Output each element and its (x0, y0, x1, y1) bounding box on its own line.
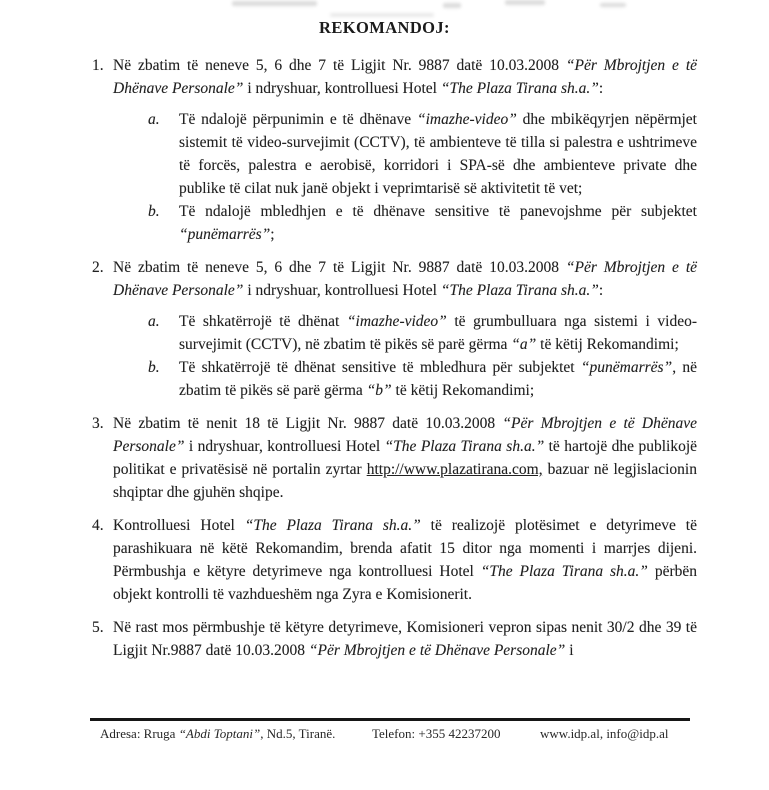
bleed-through-artifact (600, 3, 626, 7)
item-number: 3. (92, 415, 104, 432)
item-number: 2. (92, 259, 104, 276)
item-number: 5. (92, 619, 104, 636)
subitem-list (113, 108, 697, 246)
item-intro: Në zbatim të neneve 5, 6 dhe 7 të Ligjit Nr. 9887 datë 10.03.2008 “Për Mbrojtjen e të Dhënave Personale” i ndryshuar, kontrolluesi Hotel “The Plaza Tirana sh.a.”: (113, 57, 698, 97)
recommendation-item-1 (92, 54, 697, 246)
sub-item-a (148, 310, 697, 356)
sub-item-text: Të ndalojë përpunimin e të dhënave “imazhe-video” dhe mbikëqyrjen nëpërmjet sistemit të video-survejimit (CCTV), të ambienteve të tilla si palestra e ushtrimeve të forcës, palestra e aerobisë, korridori i SPA-së dhe ambienteve private dhe publike të cilat nuk janë objekt i veprimtarisë së aktivitetit të vet; (179, 111, 697, 197)
item-intro: Në zbatim të neneve 5, 6 dhe 7 të Ligjit Nr. 9887 datë 10.03.2008 “Për Mbrojtjen e të Dhënave Personale” i ndryshuar, kontrolluesi Hotel “The Plaza Tirana sh.a.”: (113, 259, 698, 299)
recommendation-item-2 (92, 256, 697, 402)
bleed-through-artifact (443, 3, 461, 8)
recommendation-item-3 (92, 412, 697, 504)
sub-item-letter: b. (148, 359, 160, 376)
recommendation-item-4 (92, 514, 697, 606)
sub-item-text: Të ndalojë mbledhjen e të dhënave sensitive të panevojshme për subjektet “punëmarrës”; (179, 203, 697, 243)
sub-item-letter: a. (148, 111, 160, 128)
sub-item-text: Të shkatërrojë të dhënat sensitive të mbledhura për subjektet “punëmarrës”, në zbatim të pikës së parë gërma “b” të këtij Rekomandimi; (179, 359, 697, 399)
sub-item-a (148, 108, 697, 200)
sub-item-text: Të shkatërrojë të dhënat “imazhe-video” të grumbulluara nga sistemi i video-survejimit (CCTV), në zbatim të pikës së parë gërma “a” të këtij Rekomandimi; (179, 313, 697, 353)
page-footer (90, 718, 690, 741)
footer-address: Adresa: Rruga “Abdi Toptani”, Nd.5, Tiranë. (100, 726, 336, 741)
bleed-through-artifact (505, 0, 545, 5)
item-number: 4. (92, 517, 104, 534)
subitem-list (113, 310, 697, 402)
sub-item-letter: b. (148, 203, 160, 220)
recommendation-item-5 (92, 616, 697, 662)
item-intro: Në zbatim të nenit 18 të Ligjit Nr. 9887 datë 10.03.2008 “Për Mbrojtjen e të Dhënave Personale” i ndryshuar, kontrolluesi Hotel “The Plaza Tirana sh.a.” të hartojë dhe publikojë politikat e privatësisë në portalin zyrtar http://www.plazatirana.com, bazuar në legjislacionin shqiptar dhe gjuhën shqipe. (113, 415, 698, 501)
sub-item-letter: a. (148, 313, 160, 330)
sub-item-b (148, 356, 697, 402)
item-intro: Kontrolluesi Hotel “The Plaza Tirana sh.a.” të realizojë plotësimet e detyrimeve të parashikuara në këtë Rekomandim, brenda afatit 15 ditor nga momenti i marrjes dijeni. Përmbushja e këtyre detyrimeve nga kontrolluesi Hotel “The Plaza Tirana sh.a.” përbën objekt kontrolli të vazhdueshëm nga Zyra e Komisionerit. (113, 517, 698, 603)
item-number: 1. (92, 57, 104, 74)
sub-item-b (148, 200, 697, 246)
bleed-through-artifact (232, 1, 317, 6)
footer-website: www.idp.al, info@idp.al (540, 726, 669, 741)
item-intro: Në rast mos përmbushje të këtyre detyrimeve, Komisioneri vepron sipas nenit 30/2 dhe 39 të Ligjit Nr.9887 datë 10.03.2008 “Për Mbrojtjen e të Dhënave Personale” i (113, 619, 697, 659)
bleed-through-artifact (330, 13, 434, 17)
document-title: REKOMANDOJ: (319, 18, 450, 37)
footer-phone: Telefon: +355 42237200 (372, 726, 501, 741)
